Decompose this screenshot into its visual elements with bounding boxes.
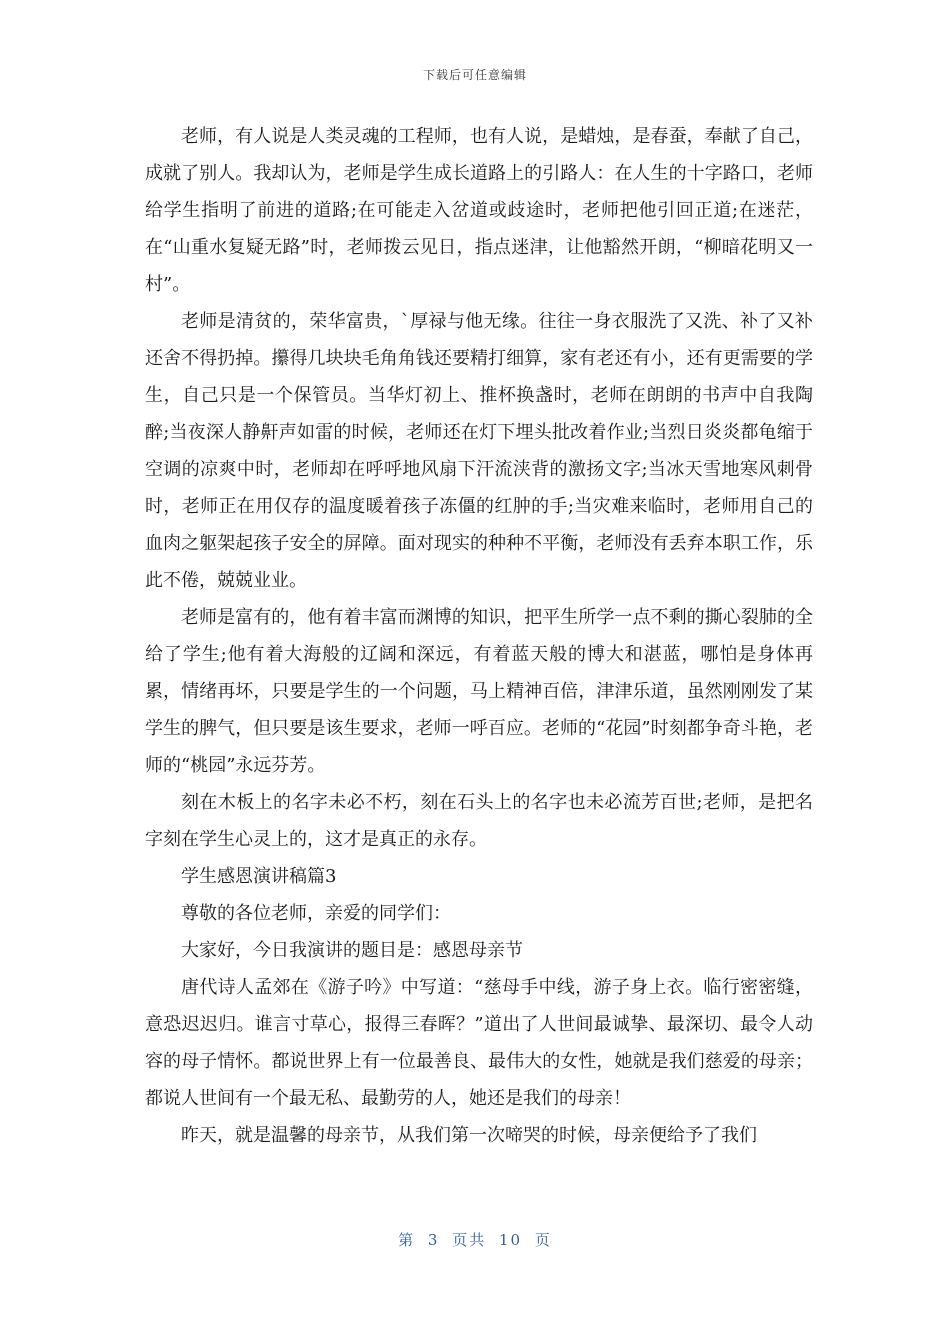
paragraph: 老师是富有的，他有着丰富而渊博的知识，把平生所学一点不剩的撕心裂肺的全给了学生;他有着大海般的辽阔和深远，有着蓝天般的博大和湛蓝，哪怕是身体再累，情绪再坏，只要是学生的一个问题，马上精神百倍，津津乐道，虽然刚刚发了某学生的脾气，但只要是该生要求，老师一呼百应。老师的“花园”时刻都争奇斗艳，老师的“桃园”永远芬芳。: [145, 607, 813, 776]
header-text: 下载后可任意编辑: [422, 68, 527, 82]
page-footer: [0, 1229, 950, 1250]
paragraph: 老师，有人说是人类灵魂的工程师，也有人说，是蜡烛，是春蚕，奉献了自己，成就了别人。我却认为，老师是学生成长道路上的引路人：在人生的十字路口，老师给学生指明了前进的道路;在可能走入岔道或歧途时，老师把他引回正道;在迷茫，在“山重水复疑无路”时，老师拨云见日，指点迷津，让他豁然开朗，“柳暗花明又一村”。: [145, 126, 813, 295]
footer-label-of: 页共: [452, 1231, 487, 1249]
paragraph: 昨天，就是温馨的母亲节，从我们第一次啼哭的时候，母亲便给予了我们: [181, 1125, 757, 1146]
paragraph: 刻在木板上的名字未必不朽，刻在石头上的名字也未必流芳百世;老师，是把名字刻在学生心灵上的，这才是真正的永存。: [145, 792, 813, 850]
paragraph: 大家好，今日我演讲的题目是：感恩母亲节: [181, 940, 523, 961]
page-header: [0, 66, 950, 83]
section-heading: 学生感恩演讲稿篇3: [181, 866, 337, 887]
footer-total-pages: 10: [499, 1231, 523, 1249]
paragraph: 唐代诗人孟郊在《游子吟》中写道：“慈母手中线，游子身上衣。临行密密缝，意恐迟迟归。谁言寸草心，报得三春晖？”道出了人世间最诚挚、最深切、最令人动容的母子情怀。都说世界上有一位最善良、最伟大的女性，她就是我们慈爱的母亲；都说人世间有一个最无私、最勤劳的人，她还是我们的母亲！: [145, 977, 813, 1109]
salutation: 尊敬的各位老师，亲爱的同学们：: [181, 903, 451, 924]
footer-label-end: 页: [534, 1231, 552, 1249]
footer-current-page: 3: [427, 1231, 440, 1249]
paragraph: 老师是清贫的，荣华富贵，`厚禄与他无缘。往往一身衣服洗了又洗、补了又补还舍不得扔掉。攥得几块块毛角角钱还要精打细算，家有老还有小，还有更需要的学生，自己只是一个保管员。当华灯初上、推杯换盏时，老师在朗朗的书声中自我陶醉;当夜深人静鼾声如雷的时候，老师还在灯下埋头批改着作业;当烈日炎炎都龟缩于空调的凉爽中时，老师却在呼呼地风扇下汗流浃背的激扬文字;当冰天雪地寒风刺骨时，老师正在用仅存的温度暖着孩子冻僵的红肿的手;当灾难来临时，老师用自己的血肉之躯架起孩子安全的屏障。面对现实的种种不平衡，老师没有丢弃本职工作，乐此不倦，兢兢业业。: [145, 311, 813, 591]
footer-label-page: 第: [398, 1231, 416, 1249]
document-body: [145, 118, 813, 1154]
